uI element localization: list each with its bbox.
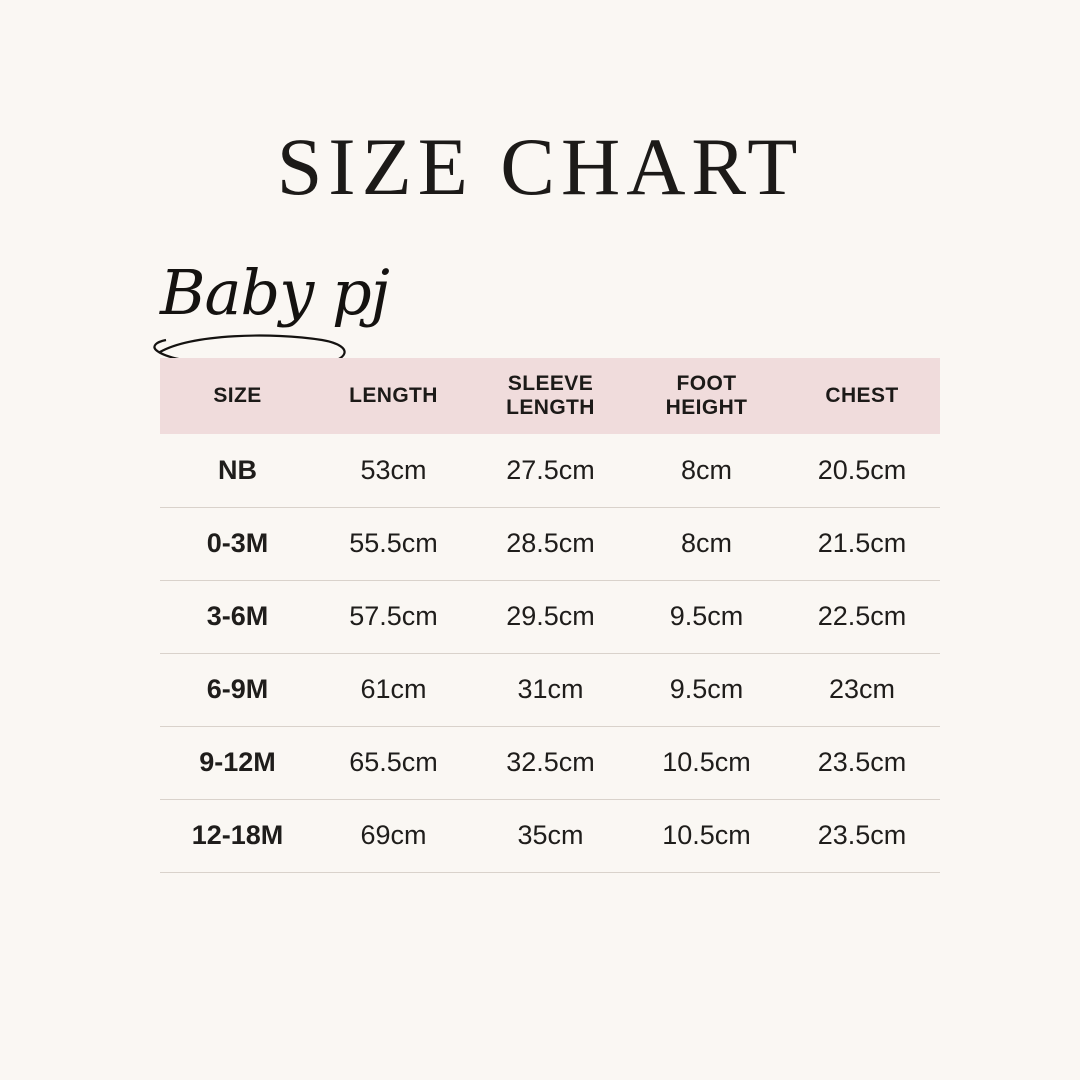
cell-sleeve-length: 28.5cm	[472, 507, 629, 580]
cell-foot-height: 9.5cm	[629, 653, 784, 726]
cell-sleeve-length: 35cm	[472, 799, 629, 872]
cell-chest: 21.5cm	[784, 507, 940, 580]
table-row	[160, 507, 940, 580]
cell-sleeve-length: 32.5cm	[472, 726, 629, 799]
cell-chest: 22.5cm	[784, 580, 940, 653]
cell-foot-height: 10.5cm	[629, 726, 784, 799]
table-body	[160, 434, 940, 872]
column-header-sleeve-length: SLEEVE LENGTH	[472, 358, 629, 434]
cell-chest: 23cm	[784, 653, 940, 726]
cell-size: 9-12M	[160, 726, 315, 799]
column-header-foot-height: FOOT HEIGHT	[629, 358, 784, 434]
cell-size: 6-9M	[160, 653, 315, 726]
column-header-chest: CHEST	[784, 358, 940, 434]
table-header-row	[160, 358, 940, 434]
table-row	[160, 799, 940, 872]
column-header-length: LENGTH	[315, 358, 472, 434]
cell-foot-height: 8cm	[629, 434, 784, 507]
cell-size: 0-3M	[160, 507, 315, 580]
cell-length: 57.5cm	[315, 580, 472, 653]
cell-foot-height: 9.5cm	[629, 580, 784, 653]
cell-foot-height: 10.5cm	[629, 799, 784, 872]
cell-sleeve-length: 29.5cm	[472, 580, 629, 653]
cell-chest: 23.5cm	[784, 726, 940, 799]
cell-length: 69cm	[315, 799, 472, 872]
column-header-size: SIZE	[160, 358, 315, 434]
cell-chest: 20.5cm	[784, 434, 940, 507]
size-chart-table	[160, 358, 940, 873]
cell-size: NB	[160, 434, 315, 507]
cell-length: 61cm	[315, 653, 472, 726]
cell-size: 3-6M	[160, 580, 315, 653]
cell-chest: 23.5cm	[784, 799, 940, 872]
cell-size: 12-18M	[160, 799, 315, 872]
subtitle-script: Baby pj	[160, 256, 389, 329]
table-row	[160, 434, 940, 507]
cell-length: 65.5cm	[315, 726, 472, 799]
cell-foot-height: 8cm	[629, 507, 784, 580]
cell-length: 53cm	[315, 434, 472, 507]
table-row	[160, 653, 940, 726]
cell-length: 55.5cm	[315, 507, 472, 580]
table-header	[160, 358, 940, 434]
cell-sleeve-length: 31cm	[472, 653, 629, 726]
table-row	[160, 726, 940, 799]
cell-sleeve-length: 27.5cm	[472, 434, 629, 507]
page-title: SIZE CHART	[276, 121, 804, 212]
table-row	[160, 580, 940, 653]
